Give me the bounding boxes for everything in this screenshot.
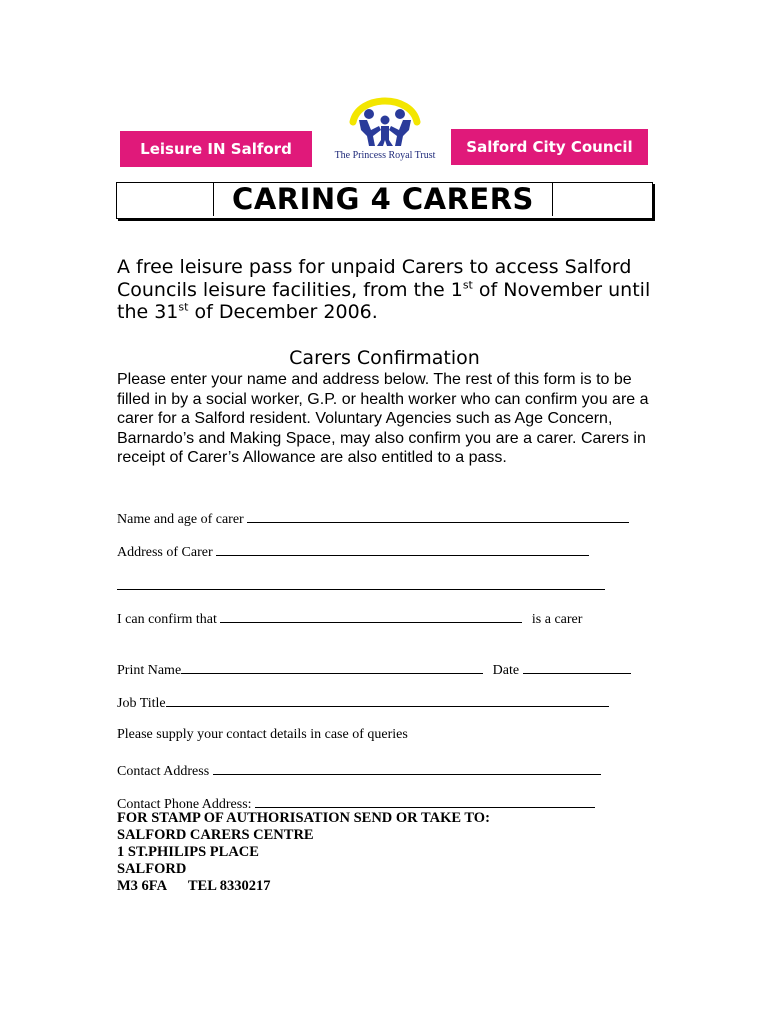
intro-sup2: st xyxy=(178,300,189,314)
intro-sup1: st xyxy=(462,278,473,292)
leisure-in-salford-logo xyxy=(120,131,312,167)
confirm-row xyxy=(117,609,582,628)
address-row xyxy=(117,542,589,561)
postcode: M3 6FA xyxy=(117,878,167,894)
telephone: TEL 8330217 xyxy=(187,878,271,894)
job-title-label: Job Title xyxy=(117,696,166,711)
trust-logo-text: The Princess Royal Trust xyxy=(334,150,436,161)
print-name-label: Print Name xyxy=(117,663,182,678)
intro-part3: of December 2006. xyxy=(188,301,378,323)
contact-address-label: Contact Address xyxy=(117,764,210,779)
date-label: Date xyxy=(492,663,520,678)
salford-city-council-logo xyxy=(451,129,648,165)
send-to-postcode-row xyxy=(117,878,270,895)
send-to-line2: SALFORD CARERS CENTRE xyxy=(117,827,314,843)
contact-address-field[interactable] xyxy=(213,761,601,775)
address-label: Address of Carer xyxy=(117,545,213,560)
leisure-logo-text: Leisure IN Salford xyxy=(140,140,292,158)
send-to-line3: 1 ST.PHILIPS PLACE xyxy=(117,844,259,860)
date-field[interactable] xyxy=(523,660,631,674)
confirmation-heading: Carers Confirmation xyxy=(289,347,480,369)
council-logo-text: Salford City Council xyxy=(466,138,633,156)
intro-part1: A free leisure pass for unpaid Carers to access Salford Councils leisure facilities, from the 1 xyxy=(117,256,632,301)
contact-address-row xyxy=(117,761,601,780)
address-row-2 xyxy=(117,576,605,595)
name-age-field[interactable] xyxy=(247,509,629,523)
intro-part2: of November until the 31 xyxy=(117,278,651,323)
print-name-field[interactable] xyxy=(181,660,483,674)
contact-phone-label: Contact Phone Address: xyxy=(117,797,252,812)
job-title-field[interactable] xyxy=(166,693,609,707)
confirm-label: I can confirm that xyxy=(117,612,217,627)
intro-text xyxy=(117,256,657,324)
supply-contact-text: Please supply your contact details in case of queries xyxy=(117,727,408,742)
print-name-row xyxy=(117,660,631,679)
confirmation-body: Please enter your name and address below. The rest of this form is to be filled in by a social worker, G.P. or health worker who can confirm you are a carer for a Salford resident. Voluntary Agencies such as Age Concern, Barnardo’s and Making Space, may also confirm you are a carer. Carers in receipt of Carer’s Allowance are also entitled to a pass. xyxy=(117,371,649,467)
send-to-line4: SALFORD xyxy=(117,861,187,877)
page-title: CARING 4 CARERS xyxy=(213,183,553,216)
contact-phone-field[interactable] xyxy=(255,794,595,808)
carer-name-field[interactable] xyxy=(220,609,522,623)
job-title-row xyxy=(117,693,609,712)
name-age-row xyxy=(117,509,629,528)
send-to-heading: FOR STAMP OF AUTHORISATION SEND OR TAKE TO: xyxy=(117,810,490,826)
is-carer-label: is a carer xyxy=(531,612,583,627)
address-field[interactable] xyxy=(216,542,589,556)
name-age-label: Name and age of carer xyxy=(117,512,244,527)
address-field-2[interactable] xyxy=(117,576,605,590)
